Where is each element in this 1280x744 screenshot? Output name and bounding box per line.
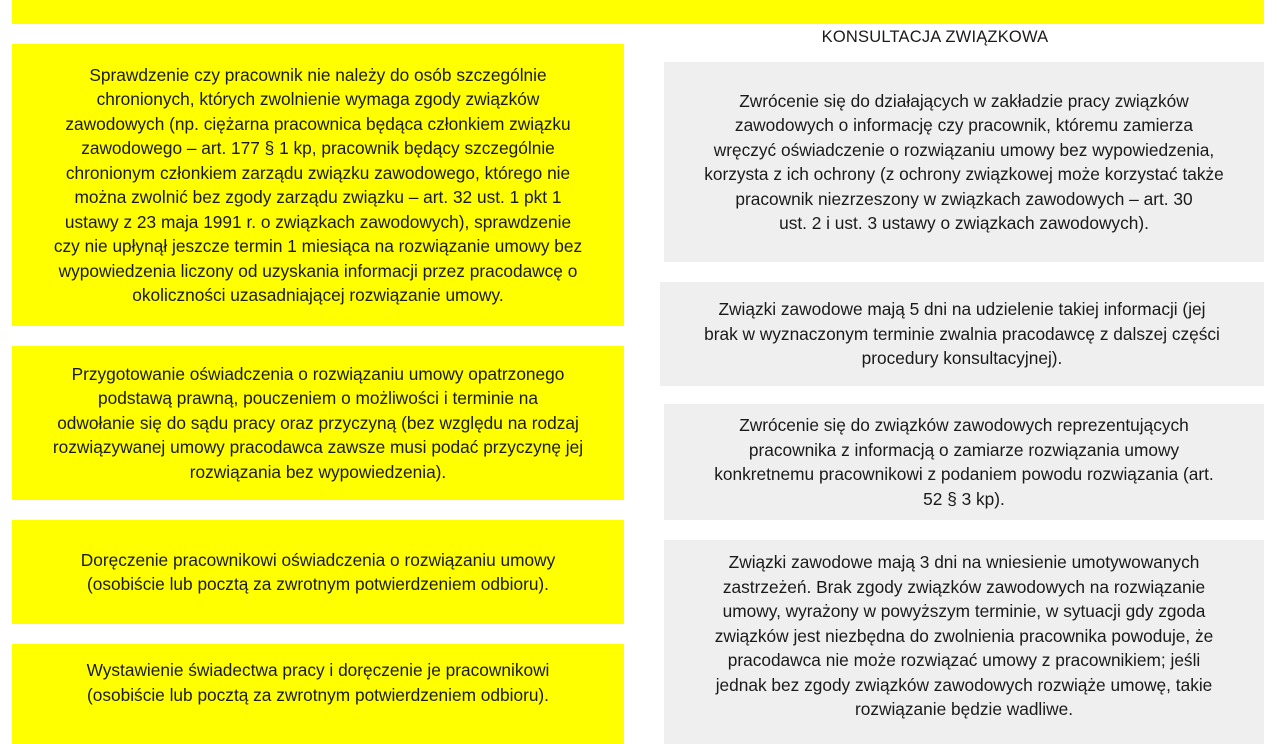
step-text: Doręczenie pracownikowi oświadczenia o rozwiązaniu umowy (osobiście lub pocztą za zwrotnym potwierdzeniem odbioru). [80,549,556,594]
top-banner [12,0,1264,24]
step-text: Sprawdzenie czy pracownik nie należy do osób szczególnie chronionych, których zwolnienie wymaga zgody związków zawodowych (np. ciężarna pracownica będąca członkiem związku zawodowego – art. 177 § 1 kp, pracownik będący szczególnie chronionym członkiem zarządu związku zawodowego, którego nie można zwolnić bez zgody zarządu związku – art. 32 ust. 1 pkt 1 ustawy z 23 maja 1991 r. o związkach zawodowych), sprawdzenie czy nie upłynął jeszcze termin 1 miesiąca na rozwiązanie umowy bez wypowiedzenia liczony od uzyskania informacji przez pracodawcę o okoliczności uzasadniającej rozwiązanie umowy. [53,64,583,305]
step-union-5-days [660,282,1264,386]
step-text: Związki zawodowe mają 5 dni na udzielenie takiej informacji (jej brak w wyznaczonym terminie zwalnia pracodawcę z dalszej części procedury konsultacyjnej). [704,299,1220,369]
step-union-3-days [664,540,1264,744]
step-text: Zwrócenie się do działających w zakładzie pracy związków zawodowych o informację czy pracownik, któremu zamierza wręczyć oświadczenie o rozwiązaniu umowy bez wypowiedzenia, korzysta z ich ochrony (z ochrony związkowej może korzystać także pracownik niezrzeszony w związkach zawodowych – art. 30 ust. 2 i ust. 3 ustawy o związkach zawodowych). [704,90,1224,233]
step-issue-certificate [12,644,624,744]
step-ask-unions-info [664,62,1264,262]
step-text: Zwrócenie się do związków zawodowych reprezentujących pracownika z informacją o zamiarze rozwiązania umowy konkretnemu pracownikowi z podaniem powodu rozwiązania (art. 52 § 3 kp). [714,415,1214,509]
step-text: Wystawienie świadectwa pracy i doręczenie je pracownikowi (osobiście lub pocztą za zwrotnym potwierdzeniem odbioru). [86,660,550,705]
step-text: Przygotowanie oświadczenia o rozwiązaniu umowy opatrzonego podstawą prawną, pouczeniem o możliwości i terminie na odwołanie się do sądu pracy oraz przyczyną (bez względu na rodzaj rozwiązywanej umowy pracodawca zawsze musi podać przyczynę jej rozwiązania bez wypowiedzenia). [52,363,584,482]
step-prepare-statement [12,346,624,500]
step-check-protection [12,44,624,326]
step-deliver-statement [12,520,624,624]
consultation-header: KONSULTACJA ZWIĄZKOWA [821,28,1049,46]
step-notify-unions [664,404,1264,520]
step-text: Związki zawodowe mają 3 dni na wniesienie umotywowanych zastrzeżeń. Brak zgody związków zawodowych na rozwiązanie umowy, wyrażony w powyższym terminie, w sytuacji gdy zgoda związków jest niezbędna do zwolnienia pracownika powoduje, że pracodawca nie może rozwiązać umowy z pracownikiem; jeśli jednak bez zgody związków zawodowych rozwiąże umowę, takie rozwiązanie będzie wadliwe. [714,552,1214,719]
